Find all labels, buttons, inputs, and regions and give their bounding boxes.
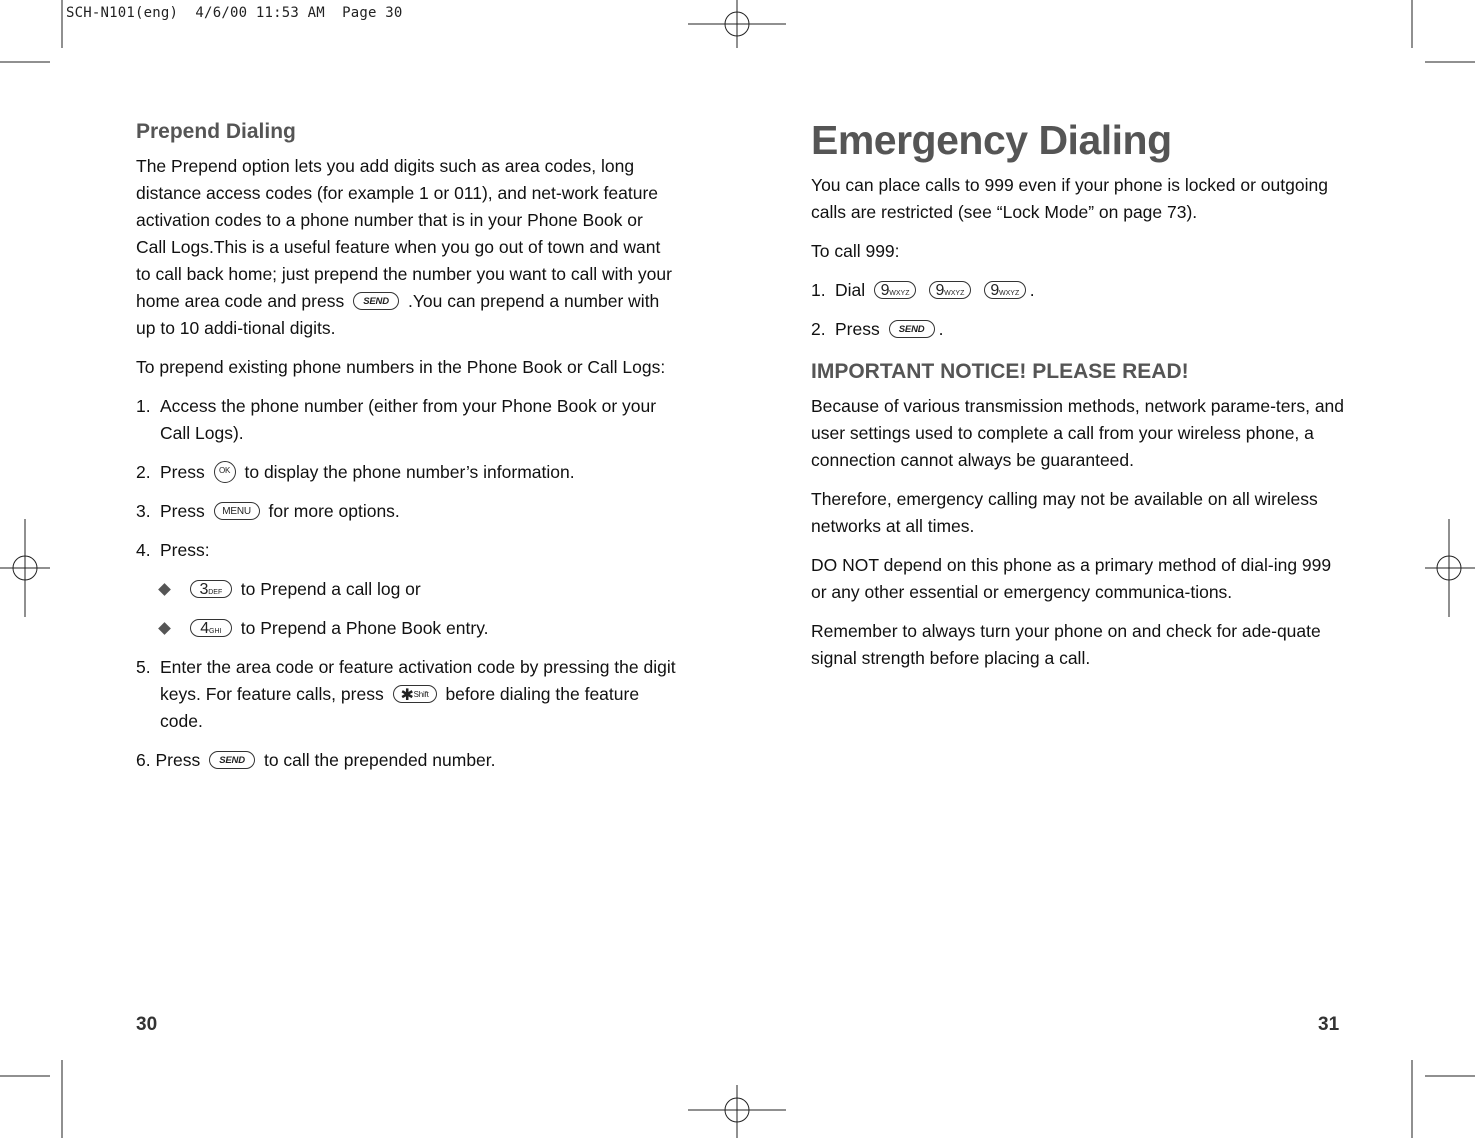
step-5: 5. Enter the area code or feature activation code by pressing the digit keys. For feature calls, press ✱Shift before dialing the feature code. [136, 657, 676, 731]
star-shift-key-icon: ✱Shift [393, 685, 437, 703]
step-1: 1. Access the phone number (either from your Phone Book or your Call Logs). [136, 396, 657, 443]
send-key-icon: SEND [353, 292, 399, 310]
emergency-intro-paragraph: You can place calls to 999 even if your phone is locked or outgoing calls are restricted (see “Lock Mode” on page 73). [811, 175, 1328, 222]
notice-paragraph-3: DO NOT depend on this phone as a primary method of dial-ing 999 or any other essential or emergency communica-tions. [811, 555, 1332, 602]
emergency-step-1: 1. Dial 9WXYZ 9WXYZ 9WXYZ . [811, 280, 1035, 300]
key-9-wxyz-icon: 9WXYZ [929, 281, 971, 299]
menu-key-icon: MENU [214, 502, 260, 520]
notice-paragraph-1: Because of various transmission methods, network parame-ters, and user settings used to complete a call from your wireless phone, a connection cannot always be guaranteed. [811, 396, 1345, 470]
diamond-bullet-icon [158, 583, 171, 596]
left-page-column [136, 117, 676, 786]
step-4: 4. Press: [136, 540, 210, 560]
step-2: 2. Press OK to display the phone number’s information. [136, 462, 575, 482]
diamond-bullet-icon [158, 622, 171, 635]
print-slug: SCH-N101(eng) 4/6/00 11:53 AM Page 30 [66, 5, 403, 21]
key-4-ghi-icon: 4GHI [190, 619, 232, 637]
prepend-dialing-heading: Prepend Dialing [136, 120, 296, 143]
step-3: 3. Press MENU for more options. [136, 501, 400, 521]
left-page-number: 30 [136, 1014, 158, 1035]
notice-paragraph-4: Remember to always turn your phone on and check for ade-quate signal strength before placing a call. [811, 621, 1321, 668]
emergency-dialing-heading: Emergency Dialing [811, 117, 1172, 163]
to-call-999-label: To call 999: [811, 241, 900, 261]
step-6: 6. Press SEND to call the prepended number. [136, 750, 496, 770]
key-9-wxyz-icon: 9WXYZ [984, 281, 1026, 299]
send-key-icon: SEND [889, 320, 935, 338]
ok-key-icon: OK [214, 461, 236, 483]
key-9-wxyz-icon: 9WXYZ [874, 281, 916, 299]
important-notice-heading: IMPORTANT NOTICE! PLEASE READ! [811, 360, 1189, 383]
prepend-intro-paragraph: The Prepend option lets you add digits such as area codes, long distance access codes (for example 1 or 011), and net-work feature activation codes to a phone number that is in your Phone Book or Call Logs.This is a useful feature when you go out of town and want to call back home; just prepend the number you want to call with your home area code and press SEND .You can prepend a number with up to 10 addi-tional digits. [136, 156, 672, 338]
emergency-step-2: 2. Press SEND . [811, 319, 944, 339]
key-3-def-icon: 3DEF [190, 580, 232, 598]
right-page-number: 31 [1318, 1014, 1340, 1035]
right-page-column [811, 112, 1351, 684]
bullet-call-log: 3DEF to Prepend a call log or [156, 576, 676, 603]
send-key-icon: SEND [209, 751, 255, 769]
notice-paragraph-2: Therefore, emergency calling may not be available on all wireless networks at all times. [811, 489, 1318, 536]
prepend-instructions-intro: To prepend existing phone numbers in the Phone Book or Call Logs: [136, 357, 666, 377]
bullet-phone-book: 4GHI to Prepend a Phone Book entry. [156, 615, 676, 642]
